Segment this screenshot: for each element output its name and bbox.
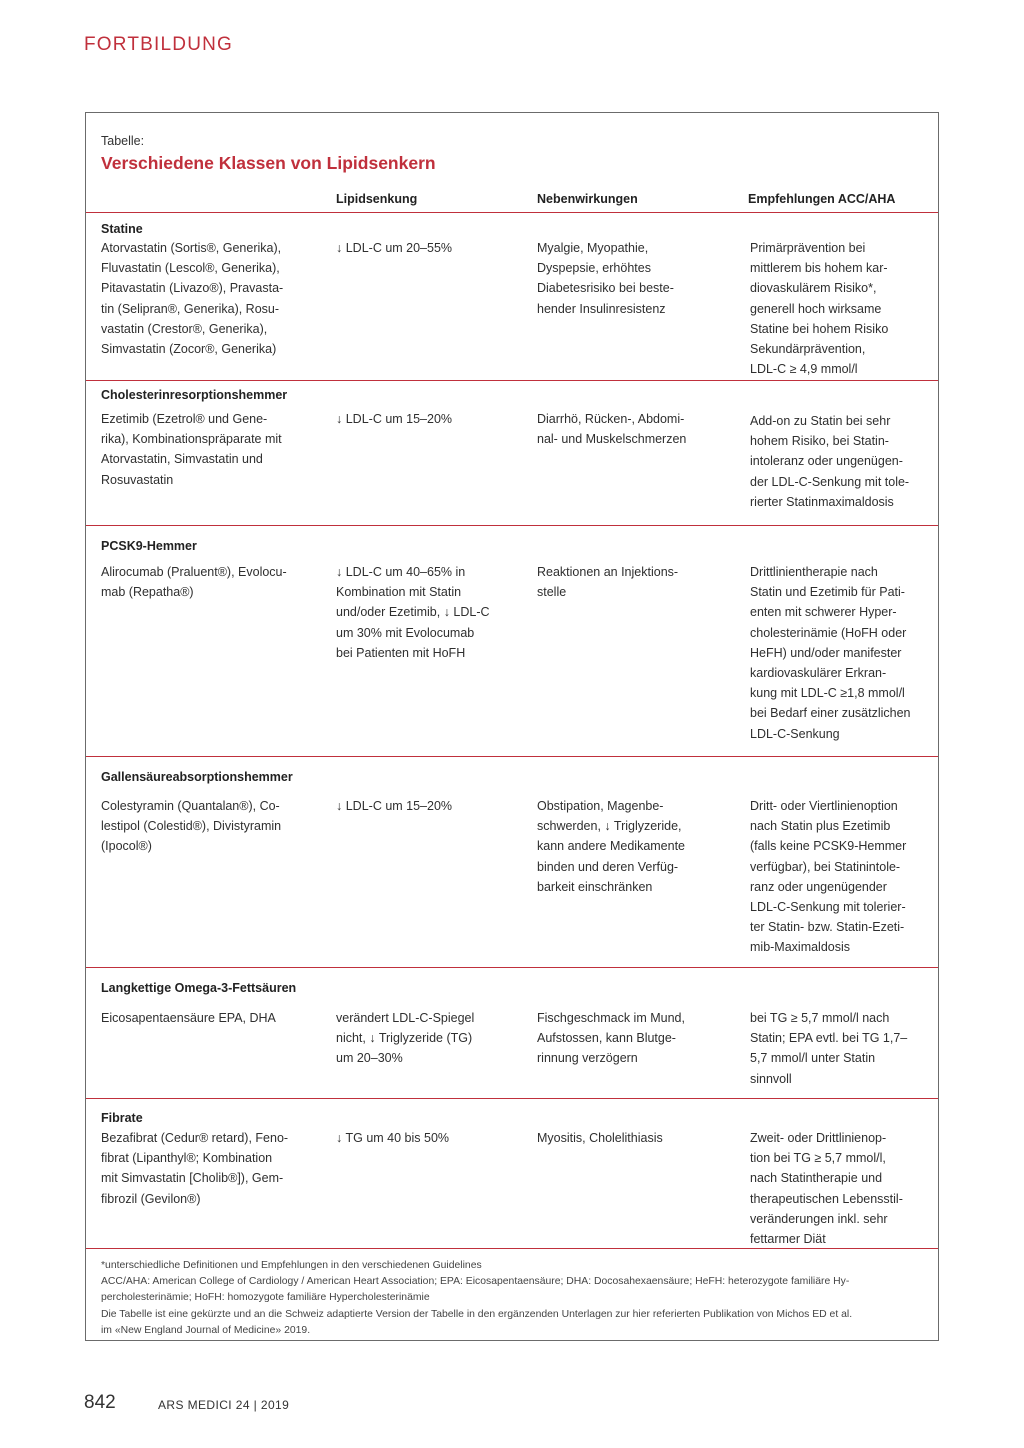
gallensaeure-drugs: Colestyramin (Quantalan®), Co- lestipol (Colestid®), Divistyramin (Ipocol®) xyxy=(101,799,282,854)
statine-side-effects: Myalgie, Myopathie, Dyspepsie, erhöhtes Diabetesrisiko bei beste- hender Insulinresistenz xyxy=(537,241,674,316)
pcsk9-side-effects: Reaktionen an Injektions- stelle xyxy=(537,565,679,600)
statine-recommendation: Primärprävention bei mittlerem bis hohem kar- diovaskulärem Risiko*, generell hoch wirksame Statine bei hohem Risiko Sekundärprävention, LDL-C ≥ 4,9 mmol/l xyxy=(750,241,889,377)
row-rule xyxy=(86,525,938,526)
statine-lowering: ↓ LDL-C um 20–55% xyxy=(336,241,453,255)
cholesterin-drugs: Ezetimib (Ezetrol® und Gene- rika), Kombinationspräparate mit Atorvastatin, Simvastatin und Rosuvastatin xyxy=(101,412,282,487)
section-header: FORTBILDUNG xyxy=(84,34,234,55)
group-title-fibrate: Fibrate xyxy=(101,1111,143,1125)
pcsk9-recommendation: Drittlinientherapie nach Statin und Ezetimib für Pati- enten mit schwerer Hyper- cholesterinämie (HoFH oder HeFH) und/oder manifester kardiovaskulärer Erkran- kung mit LDL-C ≥1,8 mmol/l bei Bedarf einer zusätzlichen LDL-C-Senkung xyxy=(750,565,911,741)
group-title-gallensaeureabsorptionshemmer: Gallensäureabsorptionshemmer xyxy=(101,770,293,784)
omega3-recommendation: bei TG ≥ 5,7 mmol/l nach Statin; EPA evtl. bei TG 1,7– 5,7 mmol/l unter Statin sinnvoll xyxy=(750,1011,908,1086)
fibrate-lowering: ↓ TG um 40 bis 50% xyxy=(336,1131,450,1145)
header-rule xyxy=(86,212,938,213)
row-rule xyxy=(86,756,938,757)
statine-drugs: Atorvastatin (Sortis®, Generika), Fluvastatin (Lescol®, Generika), Pitavastatin (Livazo®), Pravasta- tin (Selipran®, Generika), Rosu- vastatin (Crestor®, Generika), Simvastatin (Zocor®, Generika) xyxy=(101,241,284,357)
gallensaeure-lowering: ↓ LDL-C um 15–20% xyxy=(336,799,453,813)
pcsk9-drugs: Alirocumab (Praluent®), Evolocu- mab (Repatha®) xyxy=(101,565,287,600)
cholesterin-lowering: ↓ LDL-C um 15–20% xyxy=(336,412,453,426)
row-rule xyxy=(86,1098,938,1099)
row-rule xyxy=(86,380,938,381)
group-title-omega-3-fettsaeuren: Langkettige Omega-3-Fettsäuren xyxy=(101,981,297,995)
group-title-pcsk9-hemmer: PCSK9-Hemmer xyxy=(101,539,197,553)
column-header-empfehlungen: Empfehlungen ACC/AHA xyxy=(748,192,896,206)
table-title: Verschiedene Klassen von Lipidsenkern xyxy=(101,153,436,173)
gallensaeure-recommendation: Dritt- oder Viertlinienoption nach Statin plus Ezetimib (falls keine PCSK9-Hemmer verfügbar), bei Statinintole- ranz oder ungenügender LDL-C-Senkung mit tolerier- ter Statin- bzw. Statin-Ezeti- mib-Maximaldosis xyxy=(750,799,907,955)
column-header-lipidsenkung: Lipidsenkung xyxy=(336,192,418,206)
pcsk9-lowering: ↓ LDL-C um 40–65% in Kombination mit Statin und/oder Ezetimib, ↓ LDL-C um 30% mit Evolocumab bei Patienten mit HoFH xyxy=(336,565,490,660)
page-number: 842 xyxy=(84,1392,116,1413)
footnote-rule xyxy=(86,1248,938,1249)
journal-reference: ARS MEDICI 24 | 2019 xyxy=(158,1398,290,1412)
omega3-drugs: Eicosapentaensäure EPA, DHA xyxy=(101,1011,276,1025)
omega3-lowering: verändert LDL-C-Spiegel nicht, ↓ Triglyzeride (TG) um 20–30% xyxy=(336,1011,475,1066)
table-caption-label: Tabelle: xyxy=(101,134,145,148)
group-title-statine: Statine xyxy=(101,222,143,236)
cholesterin-side-effects: Diarrhö, Rücken-, Abdomi- nal- und Muskelschmerzen xyxy=(537,412,687,447)
column-header-nebenwirkungen: Nebenwirkungen xyxy=(537,192,638,206)
fibrate-side-effects: Myositis, Cholelithiasis xyxy=(537,1131,663,1145)
gallensaeure-side-effects: Obstipation, Magenbe- schwerden, ↓ Triglyzeride, kann andere Medikamente binden und deren Verfüg- barkeit einschränken xyxy=(537,799,686,894)
row-rule xyxy=(86,967,938,968)
lipid-table xyxy=(85,112,939,1341)
group-title-cholesterinresorptionshemmer: Cholesterinresorptionshemmer xyxy=(101,388,288,402)
fibrate-drugs: Bezafibrat (Cedur® retard), Feno- fibrat (Lipanthyl®; Kombination mit Simvastatin [Cholib®]), Gem- fibrozil (Gevilon®) xyxy=(101,1131,289,1206)
cholesterin-recommendation: Add-on zu Statin bei sehr hohem Risiko, bei Statin- intoleranz oder ungenügen- der LDL-C-Senkung mit tole- rierter Statinmaximaldosis xyxy=(750,414,910,509)
fibrate-recommendation: Zweit- oder Drittlinienop- tion bei TG ≥ 5,7 mmol/l, nach Statintherapie und therapeutischen Lebensstil- veränderungen inkl. sehr fettarmer Diät xyxy=(750,1131,903,1247)
table-footnotes: *unterschiedliche Definitionen und Empfehlungen in den verschiedenen Guidelines ACC/AHA: American College of Cardiology / American Heart Association; EPA: Eicosapentaensäure; DHA: Docosahexaensäure; HeFH: heterozygote familiäre Hy- percholesterinämie; HoFH: homozygote familiäre Hypercholesterinämie Die Tabelle ist eine gekürzte und an die Schweiz adaptierte Version der Tabelle in den ergänzenden Unterlagen zur hier referierten Publikation von Michos ED et al. im «New England Journal of Medicine» 2019. xyxy=(101,1260,853,1336)
omega3-side-effects: Fischgeschmack im Mund, Aufstossen, kann Blutge- rinnung verzögern xyxy=(537,1011,685,1066)
